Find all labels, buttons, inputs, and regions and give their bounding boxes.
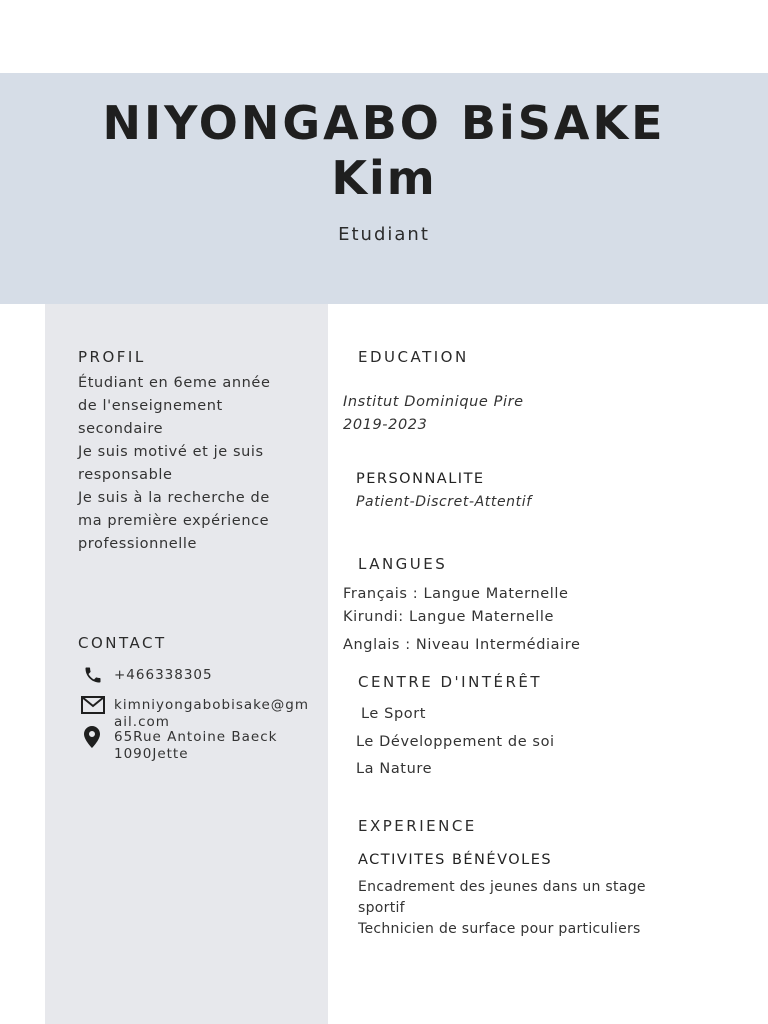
contact-title: CONTACT (78, 634, 167, 652)
education-details (343, 391, 524, 437)
profile-title: PROFIL (78, 348, 146, 366)
candidate-name (0, 96, 768, 206)
personality-value: Patient-Discret-Attentif (356, 494, 532, 510)
job-title: Etudiant (338, 224, 430, 245)
experience-subtitle: ACTIVITES BÉNÉVOLES (358, 852, 553, 868)
location-icon (83, 725, 101, 749)
experience-title: EXPERIENCE (358, 817, 477, 835)
languages-title: LANGUES (358, 555, 448, 573)
interest-item: Le Sport (361, 706, 427, 722)
profile-line: responsable (78, 467, 173, 483)
phone-icon (82, 665, 104, 685)
address-line-1: 65Rue Antoine Baeck (114, 729, 278, 745)
interests-title: CENTRE D'INTÉRÊT (358, 673, 543, 691)
profile-line: Je suis à la recherche de (78, 490, 270, 506)
personality-title: PERSONNALITE (356, 471, 485, 487)
postal-address (114, 729, 277, 763)
name-line-2: Kim (331, 151, 437, 205)
profile-line: secondaire (78, 421, 164, 437)
profile-line: de l'enseignement (78, 398, 223, 414)
phone-number: +466338305 (114, 667, 213, 683)
language-item: Français : Langue Maternelle (343, 586, 569, 602)
experience-item: Technicien de surface pour particuliers (358, 921, 641, 937)
interest-item: La Nature (356, 761, 433, 777)
email-line-2: ail.com (114, 714, 170, 730)
interest-item: Le Développement de soi (356, 734, 555, 750)
experience-item: Encadrement des jeunes dans un stage (358, 879, 646, 895)
education-title: EDUCATION (358, 348, 469, 366)
address-line-2: 1090Jette (114, 746, 189, 762)
profile-line: professionnelle (78, 536, 198, 552)
experience-item: sportif (358, 900, 405, 916)
email-line-1: kimniyongabobisake@gm (114, 697, 309, 713)
education-school: Institut Dominique Pire (343, 394, 524, 410)
profile-line: Étudiant en 6eme année (78, 375, 271, 391)
language-item: Anglais : Niveau Intermédiaire (343, 637, 581, 653)
education-years: 2019-2023 (343, 417, 428, 433)
profile-line: Je suis motivé et je suis (78, 444, 264, 460)
language-item: Kirundi: Langue Maternelle (343, 609, 555, 625)
mail-icon (81, 696, 105, 714)
name-line-1: NIYONGABO BiSAKE (102, 96, 666, 150)
profile-line: ma première expérience (78, 513, 270, 529)
email-address (114, 697, 309, 731)
profile-text (78, 372, 318, 556)
